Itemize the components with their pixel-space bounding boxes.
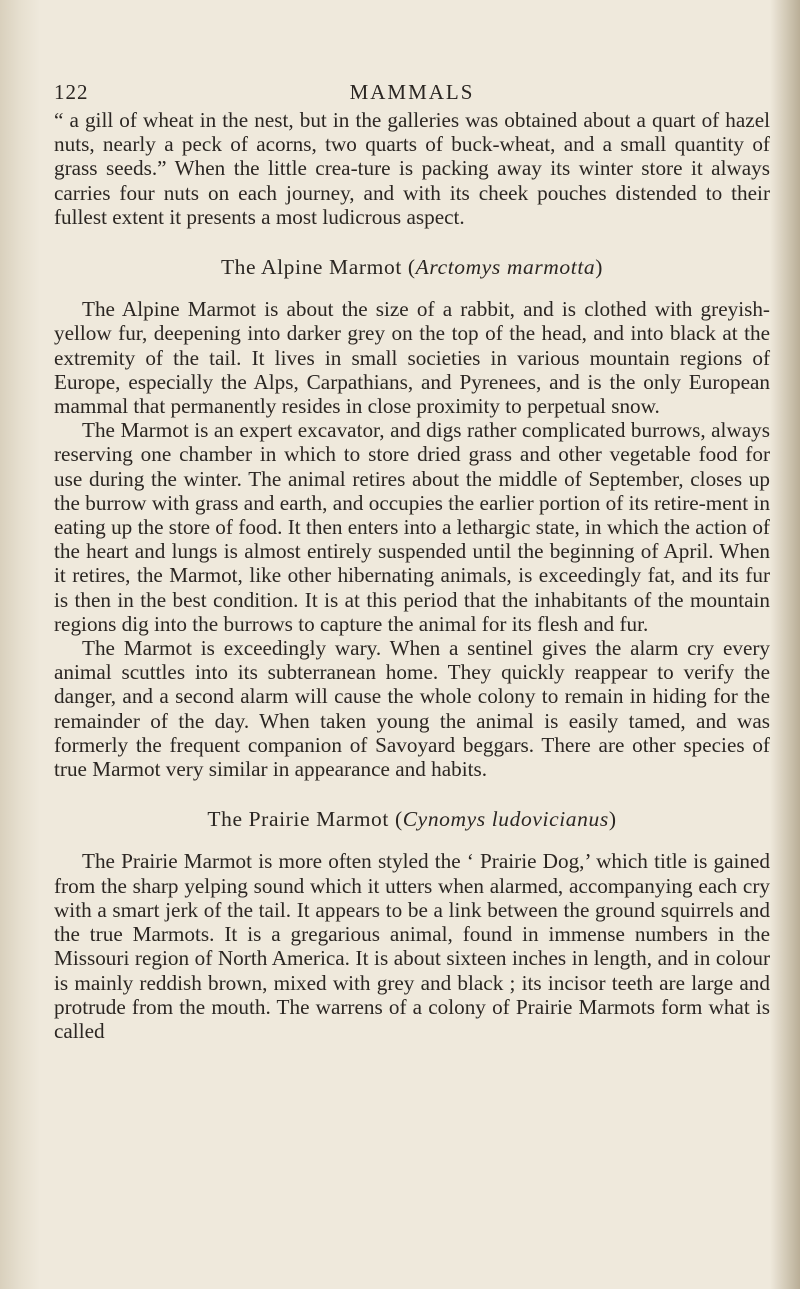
section-heading-prairie: The Prairie Marmot (Cynomys ludovicianus): [207, 807, 617, 832]
book-page: [54, 72, 770, 1043]
page-edge-shadow: [770, 0, 800, 1289]
heading-scientific-name: Cynomys ludovicianus: [402, 807, 609, 832]
paragraph: The Prairie Marmot is more often styled the ‘ Prairie Dog,’ which title is gained from the sharp yelping sound which it utters when alarmed, accompanying each cry with a smart jerk of the tail. It appears to be a link between the ground squirrels and the true Marmots. It is a gregarious animal, found in immense numbers in the Missouri region of North America. It is about sixteen inches in length, and in colour is mainly reddish brown, mixed with grey and black ; its incisor teeth are large and protrude from the mouth. The warrens of a colony of Prairie Marmots form what is called: [54, 849, 770, 1043]
paragraph: The Marmot is exceedingly wary. When a sentinel gives the alarm cry every animal scuttles into its subterranean home. They quickly reappear to verify the danger, and a second alarm will cause the whole colony to remain in hiding for the remainder of the day. When taken young the animal is easily tamed, and was formerly the frequent companion of Savoyard beggars. There are other species of true Marmot very similar in appearance and habits.: [54, 636, 770, 782]
paragraph: The Marmot is an expert excavator, and digs rather complicated burrows, always reserving one chamber in which to store dried grass and other vegetable food for use during the winter. The animal retires about the middle of September, closes up the burrow with grass and earth, and occupies the earlier portion of its retire-ment in eating up the store of food. It then enters into a lethargic state, in which the action of the heart and lungs is almost entirely suspended until the beginning of April. When it retires, the Marmot, like other hibernating animals, is exceedingly fat, and its fur is then in the best condition. It is at this period that the inhabitants of the mountain regions dig into the burrows to capture the animal for its flesh and fur.: [54, 418, 770, 636]
heading-title: The Prairie Marmot: [207, 807, 389, 832]
paragraph: The Alpine Marmot is about the size of a rabbit, and is clothed with greyish-yellow fur, deepening into darker grey on the top of the head, and into black at the extremity of the tail. It lives in small societies in various mountain regions of Europe, especially the Alps, Carpathians, and Pyrenees, and is the only European mammal that permanently resides in close proximity to perpetual snow.: [54, 297, 770, 419]
page-number: 122: [54, 80, 89, 104]
page-header: [54, 72, 770, 108]
running-title: MAMMALS: [349, 80, 475, 104]
body-text: [54, 108, 770, 1043]
opening-paragraph: “ a gill of wheat in the nest, but in the galleries was obtained about a quart of hazel nuts, nearly a peck of acorns, two quarts of buck-wheat, and a small quantity of grass seeds.” When the little crea-ture is packing away its winter store it always carries four nuts on each journey, and with its cheek pouches distended to their fullest extent it presents a most ludicrous aspect.: [54, 108, 770, 229]
section-heading-alpine: The Alpine Marmot (Arctomys marmotta): [220, 255, 604, 280]
heading-title: The Alpine Marmot: [220, 255, 402, 280]
page-gutter-shadow: [0, 0, 40, 1289]
heading-scientific-name: Arctomys marmotta: [415, 255, 596, 280]
